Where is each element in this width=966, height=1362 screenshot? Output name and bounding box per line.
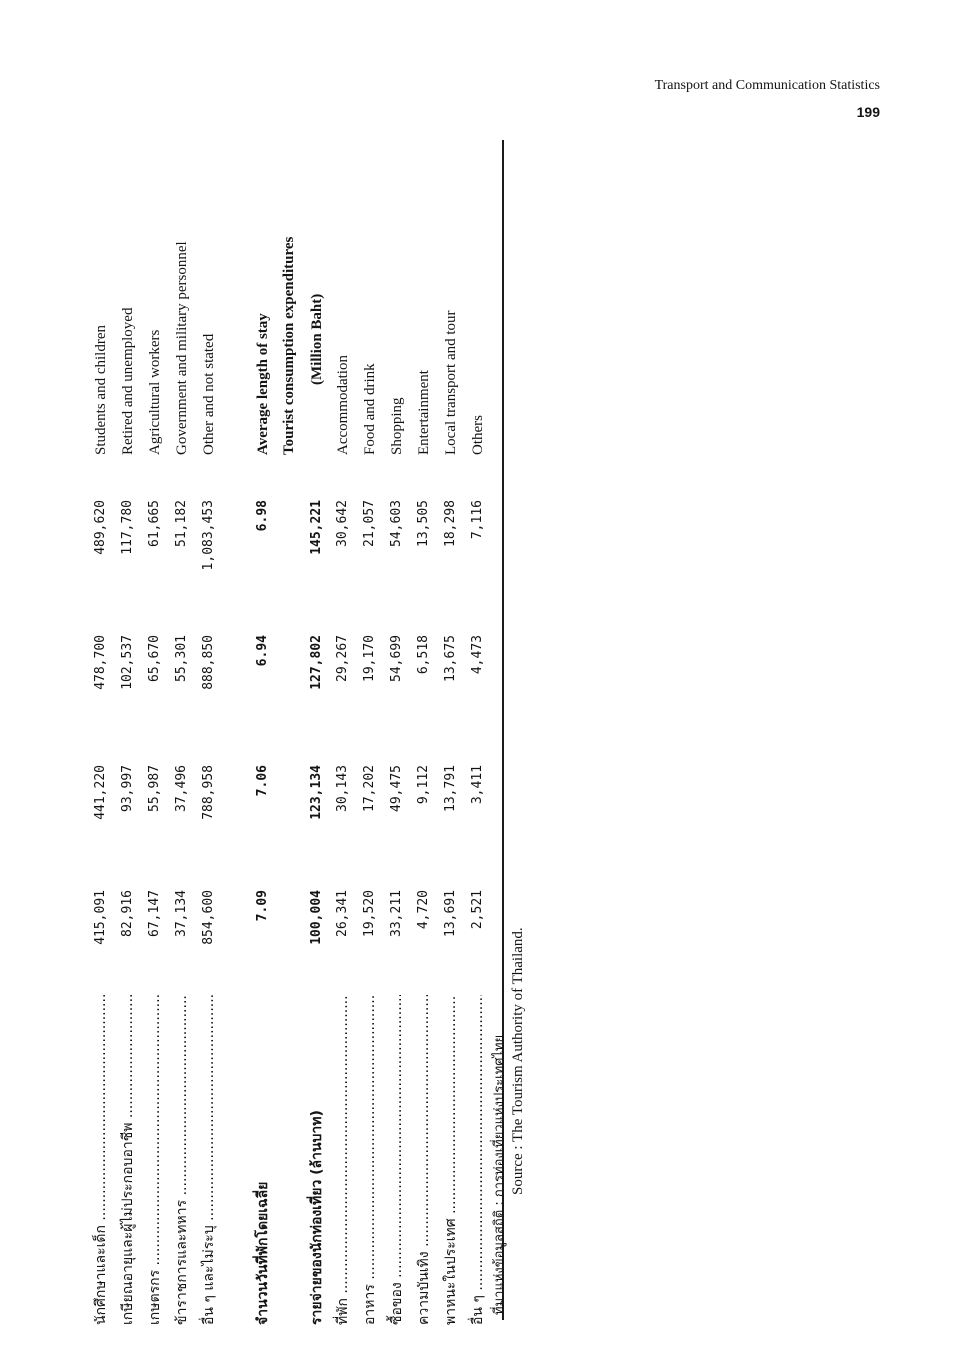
cell-value: 123,134 bbox=[309, 765, 324, 820]
table-row bbox=[438, 125, 464, 1325]
row-label-thai: พาหนะในประเทศ ..... bbox=[438, 995, 464, 1325]
row-label-english: Accommodation bbox=[335, 355, 351, 455]
cell-value: 93,997 bbox=[120, 765, 135, 812]
source-note-english: Source : The Tourism Authority of Thailand. bbox=[510, 927, 526, 1195]
row-label-thai: เกษตรกร ..... bbox=[142, 995, 168, 1325]
row-label-thai: อื่น ๆ ..... bbox=[465, 995, 491, 1325]
cell-value: 788,958 bbox=[201, 765, 216, 820]
cell-value: 55,301 bbox=[174, 635, 189, 682]
cell-value: 19,520 bbox=[362, 890, 377, 937]
cell-value: 7,116 bbox=[470, 500, 485, 540]
row-label-thai: เกษียณอายุและผู้ไม่ประกอบอาชีพ ..... bbox=[115, 995, 141, 1325]
rotated-table bbox=[58, 125, 528, 1325]
cell-value: 100,004 bbox=[309, 890, 324, 945]
row-label-thai: นักศึกษาและเด็ก ..... bbox=[88, 995, 114, 1325]
cell-value: 3,411 bbox=[470, 765, 485, 805]
cell-value: 30,642 bbox=[335, 500, 350, 547]
cell-value: 489,620 bbox=[93, 500, 108, 555]
cell-value: 854,600 bbox=[201, 890, 216, 945]
cell-value: 21,057 bbox=[362, 500, 377, 547]
row-label-thai: รายจ่ายของนักท่องเที่ยว (ล้านบาท) bbox=[309, 1110, 325, 1325]
row-label-thai: ข้าราชการและทหาร ..... bbox=[169, 995, 195, 1325]
running-header-title: Transport and Communication Statistics bbox=[654, 78, 880, 93]
table-row-expenditure-title bbox=[276, 125, 302, 1325]
row-label-english: Food and drink bbox=[362, 363, 378, 455]
table-row bbox=[330, 125, 356, 1325]
table-row bbox=[357, 125, 383, 1325]
cell-value: 13,791 bbox=[443, 765, 458, 812]
cell-value: 117,780 bbox=[120, 500, 135, 555]
cell-value: 65,670 bbox=[147, 635, 162, 682]
cell-value: 37,134 bbox=[174, 890, 189, 937]
table-row bbox=[169, 125, 195, 1325]
table-row-average-stay bbox=[250, 125, 276, 1325]
cell-value: 102,537 bbox=[120, 635, 135, 690]
row-label-thai: ที่พัก ..... bbox=[330, 995, 356, 1325]
cell-value: 127,802 bbox=[309, 635, 324, 690]
cell-value: 441,220 bbox=[93, 765, 108, 820]
cell-value: 18,298 bbox=[443, 500, 458, 547]
cell-value: 6.94 bbox=[255, 635, 270, 667]
cell-value: 82,916 bbox=[120, 890, 135, 937]
table-row bbox=[115, 125, 141, 1325]
row-label-english: Agricultural workers bbox=[147, 329, 163, 455]
cell-value: 13,505 bbox=[416, 500, 431, 547]
cell-value: 54,603 bbox=[389, 500, 404, 547]
cell-value: 4,720 bbox=[416, 890, 431, 930]
cell-value: 478,700 bbox=[93, 635, 108, 690]
cell-value: 26,341 bbox=[335, 890, 350, 937]
cell-value: 19,170 bbox=[362, 635, 377, 682]
cell-value: 2,521 bbox=[470, 890, 485, 930]
row-label-english: Others bbox=[470, 415, 486, 455]
cell-value: 51,182 bbox=[174, 500, 189, 547]
row-label-english: (Million Baht) bbox=[309, 293, 325, 385]
row-label-english: Entertainment bbox=[416, 370, 432, 455]
cell-value: 145,221 bbox=[309, 500, 324, 555]
cell-value: 37,496 bbox=[174, 765, 189, 812]
row-label-english: Students and children bbox=[93, 325, 109, 455]
cell-value: 33,211 bbox=[389, 890, 404, 937]
cell-value: 54,699 bbox=[389, 635, 404, 682]
row-label-thai: จำนวนวันที่พักโดยเฉลี่ย bbox=[255, 1181, 271, 1325]
row-label-thai: อาหาร ..... bbox=[357, 995, 383, 1325]
cell-value: 55,987 bbox=[147, 765, 162, 812]
cell-value: 888,850 bbox=[201, 635, 216, 690]
row-label-english: Shopping bbox=[389, 397, 405, 455]
table-row bbox=[88, 125, 114, 1325]
row-label-english: Average length of stay bbox=[255, 313, 271, 455]
row-label-english: Local transport and tour bbox=[443, 310, 459, 455]
table-row bbox=[384, 125, 410, 1325]
row-label-english: Government and military personnel bbox=[174, 241, 190, 455]
cell-value: 9,112 bbox=[416, 765, 431, 805]
cell-value: 61,665 bbox=[147, 500, 162, 547]
cell-value: 1,083,453 bbox=[201, 500, 216, 571]
row-label-thai: ซื้อของ ..... bbox=[384, 995, 410, 1325]
cell-value: 29,267 bbox=[335, 635, 350, 682]
cell-value: 13,675 bbox=[443, 635, 458, 682]
cell-value: 4,473 bbox=[470, 635, 485, 675]
cell-value: 415,091 bbox=[93, 890, 108, 945]
table-row bbox=[196, 125, 222, 1325]
cell-value: 17,202 bbox=[362, 765, 377, 812]
row-label-english: Other and not stated bbox=[201, 333, 217, 455]
table-row bbox=[142, 125, 168, 1325]
source-note-thai: ที่มาแห่งข้อมูลสถิติ : การท่องเที่ยวแห่งประเทศไทย bbox=[492, 1034, 507, 1315]
row-label-english: Tourist consumption expenditures bbox=[281, 236, 297, 455]
table-row bbox=[411, 125, 437, 1325]
cell-value: 7.09 bbox=[255, 890, 270, 922]
cell-value: 30,143 bbox=[335, 765, 350, 812]
row-label-english: Retired and unemployed bbox=[120, 307, 136, 455]
cell-value: 6,518 bbox=[416, 635, 431, 675]
cell-value: 7.06 bbox=[255, 765, 270, 797]
cell-value: 49,475 bbox=[389, 765, 404, 812]
page-number: 199 bbox=[856, 104, 880, 120]
cell-value: 13,691 bbox=[443, 890, 458, 937]
row-label-thai: อื่น ๆ และไม่ระบุ ..... bbox=[196, 995, 222, 1325]
cell-value: 6.98 bbox=[255, 500, 270, 532]
row-label-thai: ความบันเทิง ..... bbox=[411, 995, 437, 1325]
cell-value: 67,147 bbox=[147, 890, 162, 937]
table-row-expenditure-total bbox=[304, 125, 330, 1325]
